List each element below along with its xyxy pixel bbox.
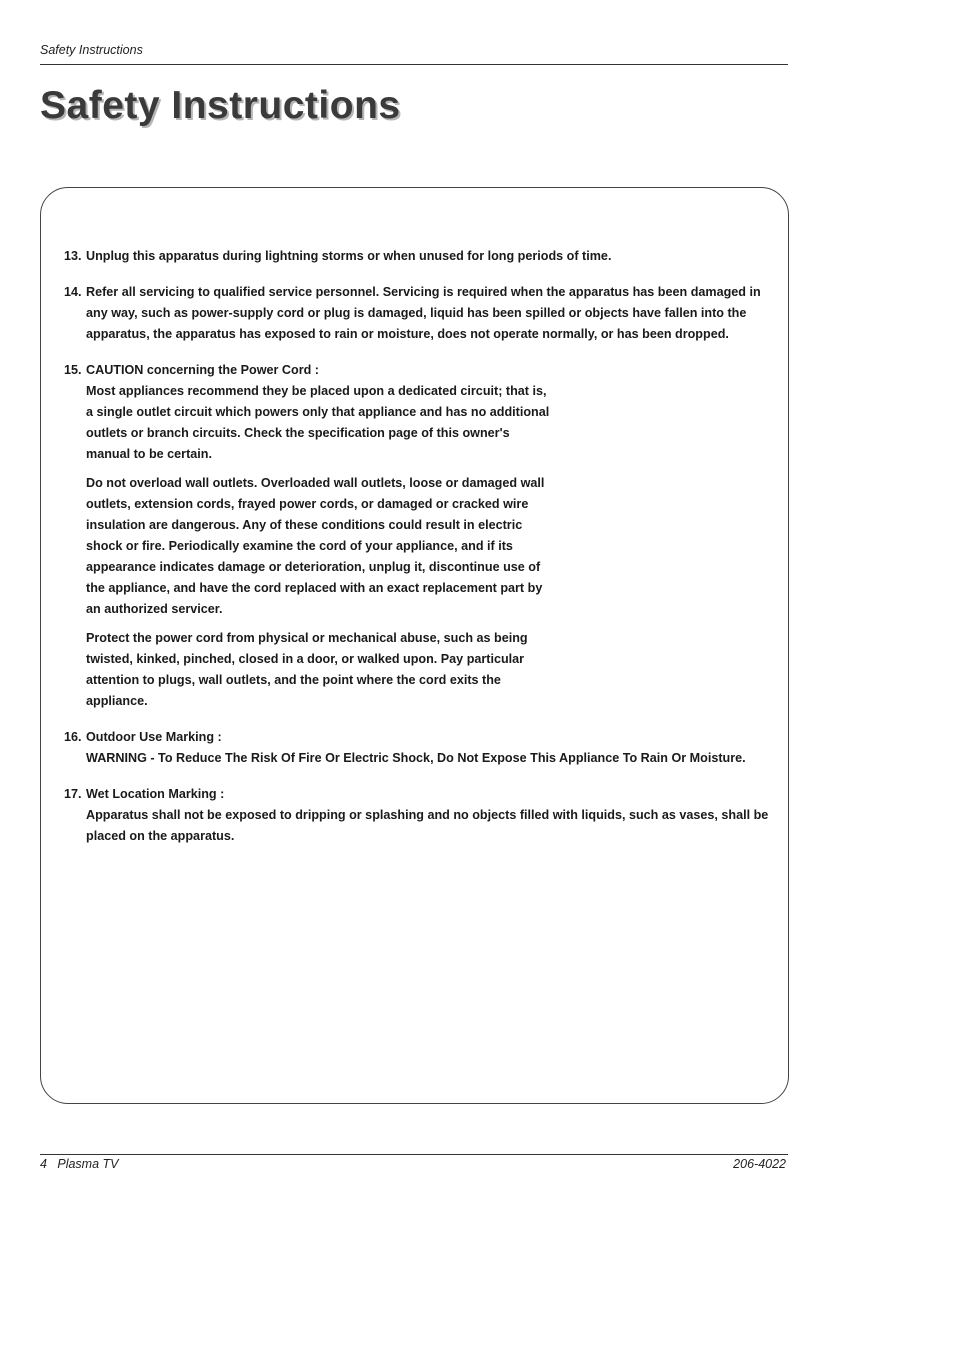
- instruction-list: [64, 246, 774, 862]
- header-divider: [40, 64, 788, 65]
- instruction-item-14: [64, 282, 774, 345]
- item-text: Unplug this apparatus during lightning storms or when unused for long periods of time.: [86, 249, 612, 263]
- item-heading: CAUTION concerning the Power Cord :: [86, 363, 319, 377]
- footer-document-code: 206-4022: [733, 1157, 786, 1171]
- item-number: 13.: [64, 249, 82, 263]
- power-cord-paragraph-overload: Do not overload wall outlets. Overloaded wall outlets, loose or damaged wall outlets, extension cords, frayed power cords, or damaged or cracked wire insulation are dangerous. Any of these conditions could result in electric shock or fire. Periodically examine the cord of your appliance, and if its appearance indicates damage or deterioration, unplug it, discontinue use of the appliance, and have the cord replaced with an exact replacement part by an authorized servicer.: [86, 476, 545, 616]
- item-detail: WARNING - To Reduce The Risk Of Fire Or Electric Shock, Do Not Expose This Appliance To Rain Or Moisture.: [86, 751, 746, 765]
- instruction-item-17: [64, 784, 774, 847]
- item-heading: Wet Location Marking :: [86, 787, 225, 801]
- item-number: 15.: [64, 363, 82, 377]
- item-number: 14.: [64, 285, 82, 299]
- instruction-item-15: [64, 360, 774, 712]
- instruction-item-16: [64, 727, 774, 769]
- item-detail: Apparatus shall not be exposed to dripping or splashing and no objects filled with liquids, such as vases, shall be placed on the apparatus.: [86, 808, 769, 843]
- footer-divider: [40, 1154, 788, 1155]
- power-cord-paragraph-protection: Protect the power cord from physical or mechanical abuse, such as being twisted, kinked, pinched, closed in a door, or walked upon. Pay particular attention to plugs, wall outlets, and the point where the cord exits the appliance.: [86, 631, 528, 708]
- item-number: 17.: [64, 787, 82, 801]
- running-header: Safety Instructions: [40, 43, 143, 57]
- page-title: Safety Instructions: [40, 84, 401, 127]
- footer-page-label: 4 Plasma TV: [40, 1157, 119, 1171]
- power-cord-paragraph-dedicated-circuit: Most appliances recommend they be placed upon a dedicated circuit; that is, a single outlet circuit which powers only that appliance and has no additional outlets or branch circuits. Check the specification page of this owner's manual to be certain.: [86, 384, 550, 461]
- instruction-item-13: [64, 246, 774, 267]
- item-number: 16.: [64, 730, 82, 744]
- item-heading: Outdoor Use Marking :: [86, 730, 222, 744]
- item-text: Refer all servicing to qualified service personnel. Servicing is required when the apparatus has been damaged in any way, such as power-supply cord or plug is damaged, liquid has been spilled or objects have fallen into the apparatus, the apparatus has exposed to rain or moisture, does not operate normally, or has been dropped.: [86, 285, 761, 341]
